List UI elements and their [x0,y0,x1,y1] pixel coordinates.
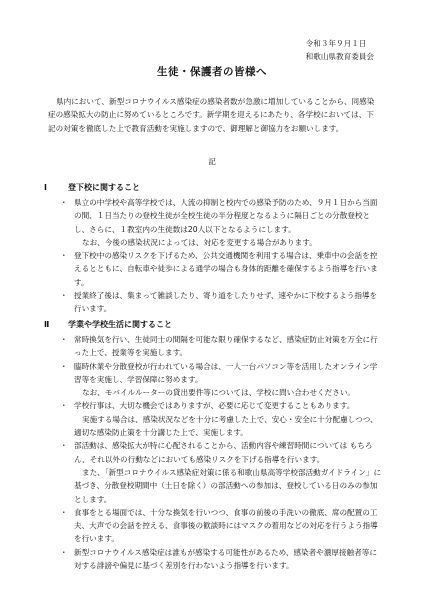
bullet-mark: ・ [60,547,68,557]
bullet-mark: ・ [60,291,68,301]
bullet-mark: ・ [60,361,68,371]
section-heading [44,318,172,331]
item-text: 部活動は、感染拡大が特に心配されることから、活動内容や練習時間については もちろん、それ以外の行動などにおいても感染リスクを下げる指導を行います。 [74,441,373,464]
issuer-name: 和歌山県教育委員会 [305,52,374,61]
item-note: 実施する場合は、感染状況などを十分に考慮した上で、安心・安全に十分配慮しつつ、適切な感染防止策を十分講じた上で、実施します。 [74,414,378,438]
list-item [60,546,382,573]
list-item [60,439,382,505]
item-text: 学校行事は、大切な機会ではありますが、必要に応じて変更することもあります。 [74,401,355,411]
list-item [60,506,382,546]
item-text: 常時換気を行い、生徒同士の間隔を可能な限り確保するなど、感染症防止対策を万全に行った上で、授業等を実施します。 [74,335,378,358]
item-note: なお、今後の感染状況によっては、対応を変更する場合があります。 [82,237,317,247]
list-item [60,333,382,360]
bullet-mark: ・ [60,198,68,207]
item-note: また、「新型コロナウイルス感染症対策に係る和歌山県高等学校部活動ガイドライン」に基づき、分散登校期間中（土日を除く）の部活動への参加は、登校している日のみの参加とします。 [74,467,382,504]
section-number: Ⅰ [44,183,47,192]
bullet-mark: ・ [60,251,68,261]
item-text: 登下校中の感染リスクを下げるため、公共交通機関を利用する場合は、乗車中の会話を控えるとともに、自転車や徒歩による通学の場合も身体的距離を確保するよう指導を行います。 [74,251,378,287]
issue-date: 令和３年９月１日 [305,39,367,48]
section-title: 学業や学校生活に関すること [68,320,172,329]
section-number: Ⅱ [44,320,50,329]
list-item [60,196,382,249]
item-note: なお、モバイルルーターの貸出要件等については、学校に問い合わせください。 [82,388,356,398]
item-text: 新型コロナウイルス感染症は誰もが感染する可能性があるため、感染者や濃厚接触者等に対する誹謗や偏見に基づく差別を行わないよう指導を行います。 [74,547,377,571]
bullet-mark: ・ [60,335,68,344]
section-heading [44,181,140,194]
bullet-mark: ・ [60,441,68,451]
issue-info [306,37,374,63]
section-list [60,333,382,572]
item-text: 県立の中学校や高等学校では、人流の抑制と校内での感染予防のため、９月１日から当面の間、１日当たりの登校生徒が全校生徒の半分程度となるように隔日ごとの分散登校とし、さらに、１教室内の生徒数は20人以下となるようにします。 [74,198,378,234]
intro-paragraph: 県内において、新型コロナウイルス感染症の感染者数が急激に増加していることから、同感染症の感染拡大の防止に努めているところです。新学期を迎えるにあたり、各学校においては、下記の対策を徹底した上で教育活動を実施しますので、御理解と御協力をお願いします。 [48,97,375,133]
list-item [60,399,382,439]
document-title: 生徒・保護者の皆様へ [157,66,267,78]
section-list [60,196,382,316]
item-text: 臨時休業や分散登校が行われている場合は、一人一台パソコン等を活用したオンライン学習等を実施し、学習保障に努めます。 [74,361,378,384]
bullet-mark: ・ [60,401,68,411]
ki-heading: 記 [208,157,216,166]
bullet-mark: ・ [60,507,68,517]
list-item [60,289,382,316]
list-item [60,360,382,400]
item-text: 食事をとる場面では、十分な換気を行いつつ、食事の前後の手洗いの徹底、席の配置の工夫、大声での会話を控える、食事後の歓談時にはマスクの着用などの対応を行うよう指導を行います。 [74,507,378,544]
section-title: 登下校に関すること [68,183,140,192]
list-item [60,249,382,289]
item-text: 授業終了後は、集まって雑談したり、寄り道をしたりせず、速やかに下校するよう指導を行います。 [74,291,378,314]
